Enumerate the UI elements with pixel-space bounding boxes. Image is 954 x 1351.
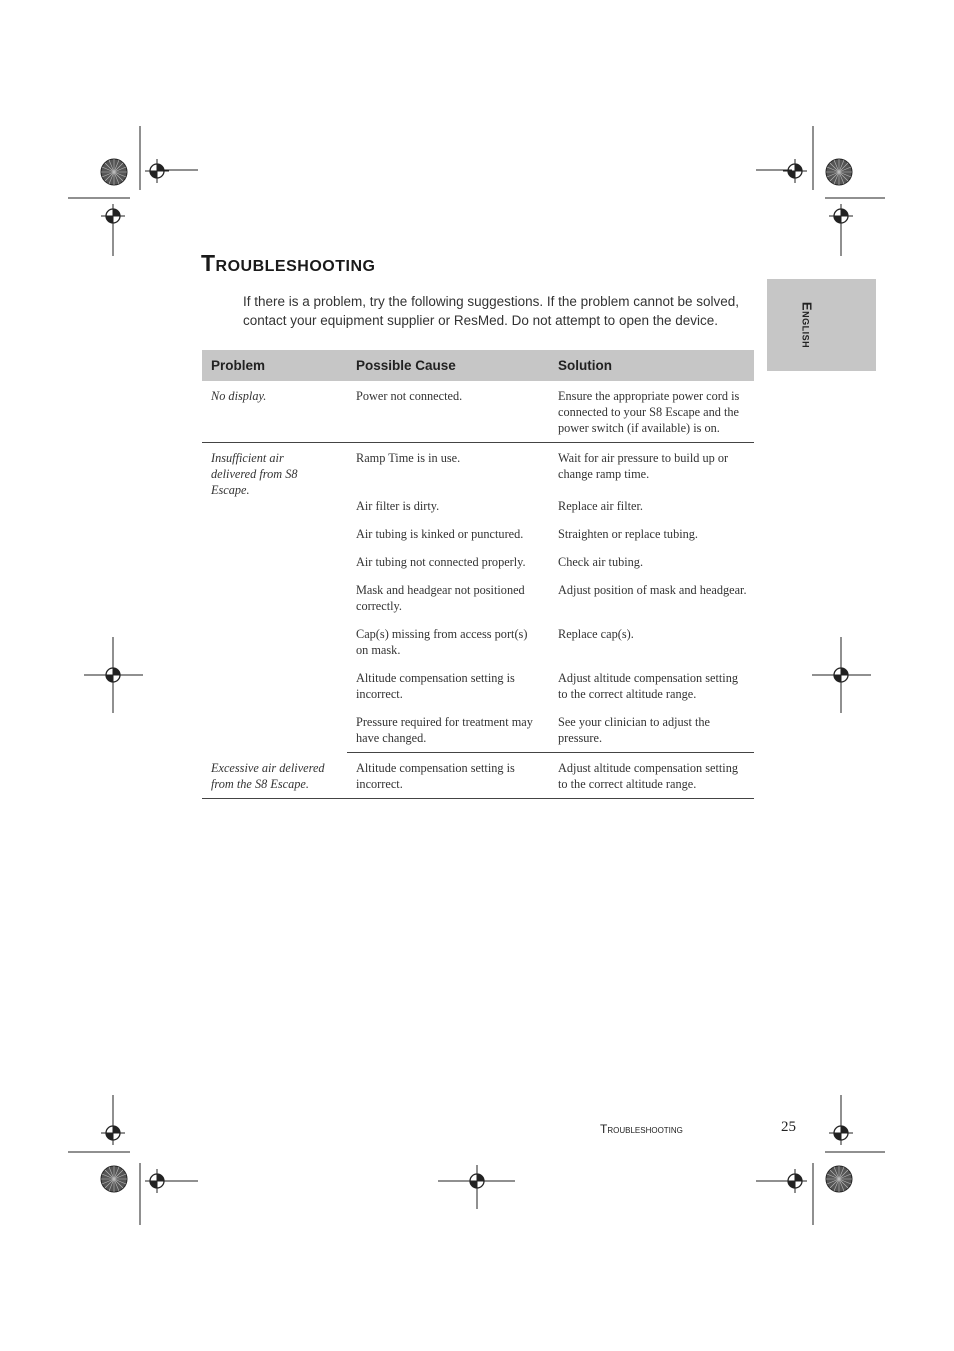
intro-paragraph: If there is a problem, try the following suggestions. If the problem cannot be solved, contact your equipment supplier or ResMed. Do not attempt to open the device. — [243, 294, 740, 328]
language-tab-label: English — [799, 301, 815, 349]
problem-cell: Insufficient air delivered from S8 Escape. — [211, 451, 298, 497]
cause-cell: Altitude compensation setting is incorrect. — [356, 671, 515, 701]
solution-cell: Replace cap(s). — [558, 627, 634, 641]
solution-cell: Adjust altitude compensation setting to the correct altitude range. — [549, 753, 754, 799]
header-possible-cause: Possible Cause — [347, 350, 549, 381]
footer-section-label: Troubleshooting — [600, 1122, 683, 1136]
solution-cell: Replace air filter. — [558, 499, 644, 513]
table-header-row — [202, 350, 754, 381]
solution-cell: Wait for air pressure to build up or change ramp time. — [558, 451, 729, 481]
cause-cell: Cap(s) missing from access port(s) on mask. — [356, 627, 528, 657]
cause-cell: Air tubing is kinked or punctured. — [356, 527, 524, 541]
problem-cell: No display. — [202, 381, 347, 443]
cause-cell: Mask and headgear not positioned correctly. — [356, 583, 525, 613]
cause-cell: Air filter is dirty. — [356, 499, 440, 513]
cause-cell: Pressure required for treatment may have changed. — [347, 708, 549, 753]
solution-cell: See your clinician to adjust the pressure. — [549, 708, 754, 753]
solution-cell: Adjust altitude compensation setting to the correct altitude range. — [558, 671, 738, 701]
solution-cell: Adjust position of mask and headgear. — [558, 583, 747, 597]
table-row — [202, 753, 754, 799]
solution-cell: Ensure the appropriate power cord is connected to your S8 Escape and the power switch (if available) is on. — [549, 381, 754, 443]
header-solution: Solution — [549, 350, 754, 381]
table-row — [202, 381, 754, 443]
solution-cell: Check air tubing. — [558, 555, 644, 569]
problem-cell: Excessive air delivered from the S8 Escape. — [202, 753, 347, 799]
table-row — [202, 443, 754, 489]
cause-cell: Power not connected. — [347, 381, 549, 443]
cause-cell: Altitude compensation setting is incorrect. — [347, 753, 549, 799]
cause-cell: Ramp Time is in use. — [356, 451, 461, 465]
language-tab — [767, 279, 876, 371]
header-problem: Problem — [202, 350, 347, 381]
solution-cell: Straighten or replace tubing. — [558, 527, 699, 541]
page-title: Troubleshooting — [201, 250, 376, 276]
troubleshooting-table — [202, 350, 754, 799]
page-number: 25 — [781, 1119, 796, 1135]
cause-cell: Air tubing not connected properly. — [356, 555, 526, 569]
